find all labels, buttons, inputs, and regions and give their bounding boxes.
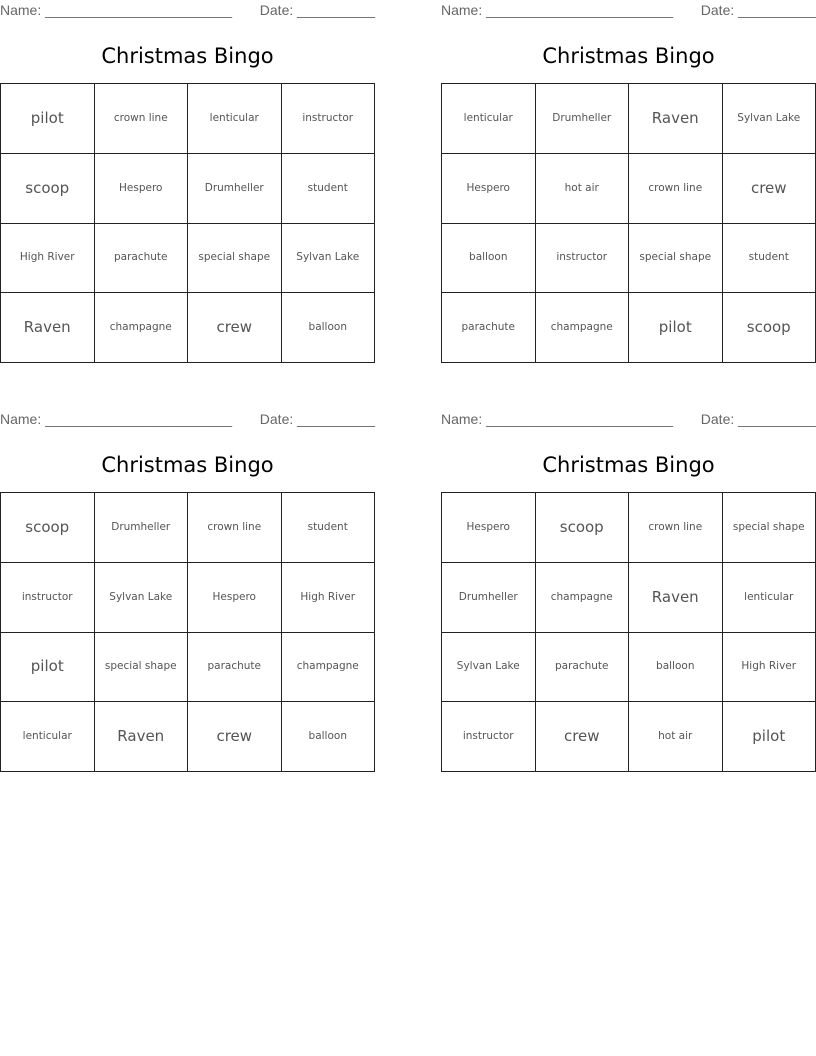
bingo-cell: crown line: [188, 493, 282, 563]
bingo-cell: High River: [282, 563, 376, 633]
bingo-cell: Hespero: [442, 493, 536, 563]
date-field: Date: __________: [259, 2, 375, 18]
bingo-cell: lenticular: [723, 563, 816, 633]
bingo-cell: instructor: [536, 224, 630, 294]
bingo-cell: Raven: [629, 563, 723, 633]
bingo-cell: Raven: [629, 84, 723, 154]
bingo-cell: pilot: [723, 702, 816, 772]
bingo-cell: instructor: [282, 84, 376, 154]
card-title: Christmas Bingo: [101, 44, 274, 68]
bingo-cell: crew: [188, 702, 282, 772]
bingo-card: [0, 409, 375, 774]
bingo-cell: scoop: [536, 493, 630, 563]
bingo-card: [441, 0, 816, 365]
bingo-cell: lenticular: [1, 702, 95, 772]
bingo-cell: parachute: [442, 293, 536, 363]
card-title: Christmas Bingo: [101, 453, 274, 477]
bingo-cell: Drumheller: [95, 493, 189, 563]
bingo-cell: instructor: [1, 563, 95, 633]
bingo-cell: crew: [536, 702, 630, 772]
bingo-grid: [441, 492, 816, 772]
bingo-cell: balloon: [282, 293, 376, 363]
date-field: Date: __________: [700, 411, 816, 427]
name-field: Name: ________________________: [441, 411, 673, 427]
bingo-cell: student: [282, 493, 376, 563]
bingo-cell: crown line: [95, 84, 189, 154]
bingo-cell: crown line: [629, 154, 723, 224]
bingo-cell: High River: [723, 633, 816, 703]
card-title: Christmas Bingo: [542, 44, 715, 68]
bingo-cell: pilot: [629, 293, 723, 363]
name-date-row: [441, 411, 816, 429]
bingo-cell: Sylvan Lake: [442, 633, 536, 703]
bingo-cell: lenticular: [188, 84, 282, 154]
bingo-cell: Sylvan Lake: [723, 84, 816, 154]
bingo-cell: balloon: [442, 224, 536, 294]
bingo-cell: Drumheller: [536, 84, 630, 154]
date-field: Date: __________: [259, 411, 375, 427]
bingo-cell: High River: [1, 224, 95, 294]
name-field: Name: ________________________: [0, 2, 232, 18]
bingo-cell: parachute: [188, 633, 282, 703]
bingo-cell: Drumheller: [442, 563, 536, 633]
bingo-cell: Raven: [95, 702, 189, 772]
name-field: Name: ________________________: [441, 2, 673, 18]
bingo-cell: Raven: [1, 293, 95, 363]
bingo-cell: crown line: [629, 493, 723, 563]
bingo-cell: pilot: [1, 84, 95, 154]
card-title: Christmas Bingo: [542, 453, 715, 477]
bingo-cell: student: [723, 224, 816, 294]
bingo-grid: [441, 83, 816, 363]
name-date-row: [441, 2, 816, 20]
bingo-card: [0, 0, 375, 365]
bingo-grid: [0, 492, 375, 772]
bingo-cell: champagne: [95, 293, 189, 363]
bingo-cell: scoop: [723, 293, 816, 363]
bingo-cell: Hespero: [95, 154, 189, 224]
bingo-cell: balloon: [629, 633, 723, 703]
bingo-cell: student: [282, 154, 376, 224]
bingo-cell: Sylvan Lake: [95, 563, 189, 633]
bingo-cell: Hespero: [442, 154, 536, 224]
bingo-cell: lenticular: [442, 84, 536, 154]
bingo-cell: hot air: [629, 702, 723, 772]
name-field: Name: ________________________: [0, 411, 232, 427]
bingo-cell: crew: [188, 293, 282, 363]
bingo-cell: champagne: [536, 293, 630, 363]
bingo-cell: hot air: [536, 154, 630, 224]
bingo-cell: scoop: [1, 493, 95, 563]
bingo-cell: special shape: [95, 633, 189, 703]
date-field: Date: __________: [700, 2, 816, 18]
bingo-cell: Sylvan Lake: [282, 224, 376, 294]
bingo-cell: special shape: [188, 224, 282, 294]
bingo-cell: parachute: [95, 224, 189, 294]
bingo-cell: parachute: [536, 633, 630, 703]
bingo-cell: special shape: [629, 224, 723, 294]
bingo-cell: Drumheller: [188, 154, 282, 224]
bingo-cell: balloon: [282, 702, 376, 772]
name-date-row: [0, 2, 375, 20]
bingo-cell: champagne: [282, 633, 376, 703]
bingo-card: [441, 409, 816, 774]
bingo-cell: scoop: [1, 154, 95, 224]
bingo-cell: pilot: [1, 633, 95, 703]
bingo-cell: champagne: [536, 563, 630, 633]
bingo-cell: instructor: [442, 702, 536, 772]
name-date-row: [0, 411, 375, 429]
bingo-cell: crew: [723, 154, 816, 224]
bingo-grid: [0, 83, 375, 363]
bingo-cell: special shape: [723, 493, 816, 563]
bingo-cell: Hespero: [188, 563, 282, 633]
